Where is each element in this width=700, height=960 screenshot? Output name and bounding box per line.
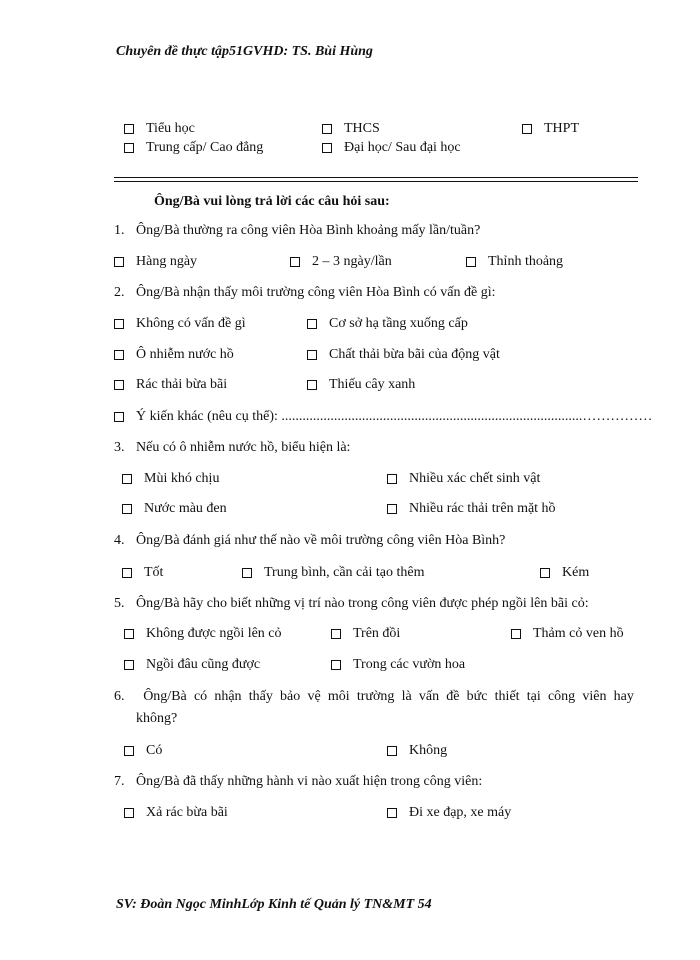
checkbox[interactable] — [331, 629, 341, 639]
checkbox[interactable] — [387, 808, 397, 818]
checkbox[interactable] — [331, 660, 341, 670]
question-6-line1: 6. Ông/Bà có nhận thấy bảo vệ môi trường là vấn đề bức thiết tại công viên hay — [114, 689, 634, 704]
q3-option-rac-thai-mat-ho[interactable] — [387, 501, 556, 517]
checkbox[interactable] — [322, 124, 332, 134]
option-label: Tiểu học — [146, 121, 195, 136]
checkbox[interactable] — [322, 143, 332, 153]
q2-option-y-kien-khac[interactable] — [114, 409, 652, 425]
checkbox[interactable] — [124, 746, 134, 756]
q3-option-nuoc-mau-den[interactable] — [122, 501, 227, 517]
option-label: Xả rác bừa bãi — [146, 805, 228, 820]
option-thcs[interactable] — [322, 121, 380, 137]
checkbox[interactable] — [307, 319, 317, 329]
option-label: Không có vấn đề gì — [136, 316, 246, 331]
option-label: Kém — [562, 565, 590, 580]
option-label: Thỉnh thoảng — [488, 254, 564, 269]
option-label: Đi xe đạp, xe máy — [409, 805, 512, 820]
checkbox[interactable] — [114, 380, 124, 390]
q4-option-trung-binh[interactable] — [242, 565, 424, 581]
option-label: Chất thải bừa bãi của động vật — [329, 347, 500, 362]
q4-option-kem[interactable] — [540, 565, 589, 581]
option-label: Ô nhiễm nước hồ — [136, 347, 234, 362]
q1-option-2-3-ngay[interactable] — [290, 254, 392, 270]
question-4: 4. Ông/Bà đánh giá như thế nào về môi trường công viên Hòa Bình? — [114, 533, 506, 548]
checkbox[interactable] — [124, 124, 134, 134]
option-label: Ngồi đâu cũng được — [146, 657, 261, 672]
checkbox[interactable] — [387, 474, 397, 484]
checkbox[interactable] — [124, 660, 134, 670]
option-label: 2 – 3 ngày/lần — [312, 254, 392, 269]
checkbox[interactable] — [466, 257, 476, 267]
q2-option-o-nhiem-nuoc-ho[interactable] — [114, 347, 234, 363]
option-label: Nước màu đen — [144, 501, 227, 516]
question-2: 2. Ông/Bà nhận thấy môi trường công viên Hòa Bình có vấn đề gì: — [114, 285, 496, 300]
option-label: Thảm cỏ ven hồ — [533, 626, 624, 641]
option-label: Cơ sở hạ tầng xuống cấp — [329, 316, 468, 331]
option-label: THCS — [344, 121, 380, 136]
divider-line — [114, 181, 638, 182]
checkbox[interactable] — [307, 380, 317, 390]
option-label: Ý kiến khác (nêu cụ thể): ......................................................................................…………… — [136, 409, 653, 424]
option-label: Hàng ngày — [136, 254, 198, 269]
question-6-line2: không? — [136, 711, 178, 726]
q3-option-xac-chet[interactable] — [387, 471, 540, 487]
checkbox[interactable] — [124, 143, 134, 153]
checkbox[interactable] — [387, 504, 397, 514]
q2-option-khong-van-de[interactable] — [114, 316, 246, 332]
checkbox[interactable] — [242, 568, 252, 578]
checkbox[interactable] — [540, 568, 550, 578]
option-label: Nhiều rác thải trên mặt hồ — [409, 501, 556, 516]
q6-option-khong[interactable] — [387, 743, 447, 759]
q3-option-mui-kho-chiu[interactable] — [122, 471, 219, 487]
checkbox[interactable] — [124, 629, 134, 639]
option-label: Rác thải bừa bãi — [136, 377, 228, 392]
q2-option-thieu-cay-xanh[interactable] — [307, 377, 415, 393]
q6-option-co[interactable] — [124, 743, 162, 759]
checkbox[interactable] — [522, 124, 532, 134]
divider-line — [114, 177, 638, 178]
option-label: Trên đồi — [353, 626, 401, 641]
q5-option-khong-ngoi[interactable] — [124, 626, 282, 642]
option-trung-cap[interactable] — [124, 140, 263, 156]
q2-option-chat-thai-dong-vat[interactable] — [307, 347, 500, 363]
checkbox[interactable] — [114, 350, 124, 360]
page-footer: SV: Đoàn Ngọc MinhLớp Kinh tế Quản lý TN&MT 54 — [116, 897, 432, 912]
checkbox[interactable] — [114, 257, 124, 267]
option-label: Không — [409, 743, 448, 758]
q7-option-xe-dap-xe-may[interactable] — [387, 805, 511, 821]
checkbox[interactable] — [124, 808, 134, 818]
checkbox[interactable] — [122, 474, 132, 484]
option-label: Thiếu cây xanh — [329, 377, 416, 392]
option-label: Trung bình, cần cải tạo thêm — [264, 565, 425, 580]
q5-option-ngoi-dau-cung-duoc[interactable] — [124, 657, 260, 673]
option-label: Tốt — [144, 565, 164, 580]
question-5: 5. Ông/Bà hãy cho biết những vị trí nào trong công viên được phép ngồi lên bãi cỏ: — [114, 596, 589, 611]
question-6 — [114, 686, 634, 730]
question-7: 7. Ông/Bà đã thấy những hành vi nào xuất hiện trong công viên: — [114, 774, 483, 789]
checkbox[interactable] — [122, 504, 132, 514]
option-label: THPT — [544, 121, 579, 136]
checkbox[interactable] — [307, 350, 317, 360]
option-dai-hoc[interactable] — [322, 140, 461, 156]
option-label: Có — [146, 743, 163, 758]
option-tieu-hoc[interactable] — [124, 121, 195, 137]
q1-option-hang-ngay[interactable] — [114, 254, 197, 270]
q5-option-vuon-hoa[interactable] — [331, 657, 465, 673]
q4-option-tot[interactable] — [122, 565, 163, 581]
q5-option-tren-doi[interactable] — [331, 626, 400, 642]
q2-option-rac-thai[interactable] — [114, 377, 227, 393]
checkbox[interactable] — [114, 319, 124, 329]
question-3: 3. Nếu có ô nhiễm nước hồ, biểu hiện là: — [114, 440, 351, 455]
q7-option-xa-rac[interactable] — [124, 805, 228, 821]
question-1: 1. Ông/Bà thường ra công viên Hòa Bình khoảng mấy lần/tuần? — [114, 223, 481, 238]
option-label: Nhiều xác chết sinh vật — [409, 471, 541, 486]
checkbox[interactable] — [122, 568, 132, 578]
q2-option-co-so-ha-tang[interactable] — [307, 316, 468, 332]
q5-option-tham-co[interactable] — [511, 626, 624, 642]
option-thpt[interactable] — [522, 121, 579, 137]
checkbox[interactable] — [114, 412, 124, 422]
checkbox[interactable] — [511, 629, 521, 639]
option-label: Không được ngồi lên cỏ — [146, 626, 282, 641]
instruction-heading: Ông/Bà vui lòng trả lời các câu hỏi sau: — [154, 194, 390, 209]
page-header: Chuyên đề thực tập51GVHD: TS. Bùi Hùng — [116, 44, 373, 59]
option-label: Trong các vườn hoa — [353, 657, 466, 672]
option-label: Đại học/ Sau đại học — [344, 140, 461, 155]
option-label: Mùi khó chịu — [144, 471, 220, 486]
checkbox[interactable] — [387, 746, 397, 756]
checkbox[interactable] — [290, 257, 300, 267]
option-label: Trung cấp/ Cao đẳng — [146, 140, 264, 155]
q1-option-thinh-thoang[interactable] — [466, 254, 563, 270]
